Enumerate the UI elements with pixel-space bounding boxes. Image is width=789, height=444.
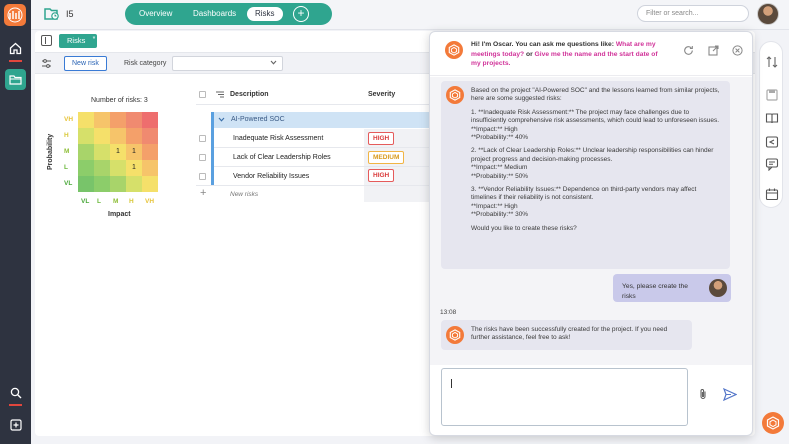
chat-messages <box>430 77 752 365</box>
risk-suggestion-probability: **Probability:** 30% <box>471 211 529 219</box>
panel-title-marker: * <box>92 36 96 43</box>
risk-suggestion-probability: **Probability:** 40% <box>471 134 529 142</box>
risk-suggestion-impact: **Impact:** Medium <box>471 164 528 172</box>
risk-suggestion-title: 1. **Inadequate Risk Assessment:** The project may face challenges due to insufficiently comprehensive risk assessments, which could lead to unforeseen issues. <box>471 108 720 125</box>
matrix-cell[interactable] <box>78 144 94 160</box>
risk-suggestion-impact: **Impact:** High <box>471 202 518 210</box>
probability-level-label: H <box>64 132 69 139</box>
suggestion-projects[interactable]: Give me the name and the start date of my projects. <box>471 50 658 67</box>
row-checkbox[interactable] <box>199 173 206 180</box>
impact-level-label: M <box>113 198 119 205</box>
chat-header <box>430 32 752 76</box>
project-folder-icon[interactable] <box>44 7 60 23</box>
risk-suggestion-impact: **Impact:** High <box>471 125 518 133</box>
search-input[interactable]: Filter or search... <box>637 5 749 22</box>
panel-title <box>59 34 97 48</box>
matrix-cell[interactable] <box>126 128 142 144</box>
oscar-avatar-icon <box>446 86 464 104</box>
matrix-cell[interactable] <box>94 112 110 128</box>
chevron-down-icon <box>270 60 277 67</box>
matrix-cell[interactable] <box>110 160 126 176</box>
greeting-text: Hi! I'm Oscar. You can ask me questions like: <box>471 41 614 48</box>
sidebar-toggle-icon[interactable] <box>41 35 52 46</box>
group-name: AI-Powered SOC <box>231 116 285 123</box>
new-risk-button[interactable]: New risk <box>64 56 107 71</box>
row-checkbox[interactable] <box>199 135 206 142</box>
row-checkbox[interactable] <box>199 154 206 161</box>
probability-level-label: VH <box>64 116 74 123</box>
message-intro: Based on the project "AI-Powered SOC" and the lessons learned from similar projects, here are some suggested risks: <box>471 87 720 103</box>
impact-level-label: H <box>129 198 134 205</box>
matrix-title: Number of risks: 3 <box>91 97 148 104</box>
risk-suggestion <box>471 147 723 181</box>
right-toolbar <box>759 41 783 208</box>
assistant-message: The risks have been successfully created for the project. If you need further assistance, feel free to ask! <box>441 320 692 350</box>
matrix-cell[interactable] <box>142 128 158 144</box>
risk-category-label: Risk category <box>124 60 167 67</box>
tab-overview[interactable]: Overview <box>139 9 173 18</box>
folder-icon[interactable] <box>5 69 26 90</box>
severity-badge[interactable]: HIGH <box>368 169 394 182</box>
matrix-cell[interactable] <box>94 160 110 176</box>
message-question: Would you like to create these risks? <box>471 224 577 232</box>
matrix-cell[interactable] <box>78 112 94 128</box>
probability-axis-label: Probability <box>47 133 54 170</box>
matrix-cell[interactable] <box>142 160 158 176</box>
app-logo-icon[interactable] <box>4 4 26 26</box>
severity-cell <box>364 186 434 202</box>
matrix-cell[interactable] <box>78 176 94 192</box>
impact-level-label: L <box>97 198 101 205</box>
panel-title-label: Risks <box>67 36 86 45</box>
add-item-icon[interactable] <box>5 414 26 435</box>
tab-risks[interactable]: Risks <box>247 7 283 21</box>
filter-settings-icon[interactable] <box>41 58 52 71</box>
impact-level-label: VH <box>145 198 155 205</box>
assistant-launcher-icon[interactable] <box>762 412 784 434</box>
sort-icon[interactable] <box>765 55 779 69</box>
matrix-cell[interactable] <box>142 144 158 160</box>
project-tabs <box>125 3 332 25</box>
assistant-message <box>441 81 730 269</box>
risk-suggestion <box>471 186 723 220</box>
greeting-or: or <box>526 50 533 58</box>
impact-level-label: VL <box>81 198 90 205</box>
add-row-icon[interactable]: + <box>200 187 207 199</box>
open-external-icon[interactable] <box>708 45 719 58</box>
left-rail <box>0 0 31 444</box>
home-indicator <box>9 60 22 62</box>
probability-level-label: VL <box>64 180 73 187</box>
close-icon[interactable] <box>732 45 743 58</box>
search-indicator <box>9 404 22 406</box>
matrix-cell[interactable] <box>94 144 110 160</box>
select-all-checkbox[interactable] <box>199 91 206 98</box>
risk-suggestion-title: 3. **Vendor Reliability Issues:** Dependence on third-party vendors may affect timelines if their reliability is not consistent. <box>471 186 697 202</box>
save-icon[interactable] <box>765 88 779 102</box>
matrix-cell[interactable]: 1 <box>126 144 142 160</box>
tab-dashboards[interactable]: Dashboards <box>193 9 237 18</box>
project-name[interactable]: I5 <box>66 9 74 19</box>
matrix-cell[interactable] <box>110 176 126 192</box>
severity-badge[interactable]: HIGH <box>368 132 394 145</box>
home-icon[interactable] <box>5 38 26 59</box>
refresh-icon[interactable] <box>683 45 694 58</box>
suggestion-meetings[interactable]: What are my meetings today? <box>471 41 656 58</box>
top-bar <box>31 0 789 30</box>
share-icon[interactable] <box>765 135 779 149</box>
risk-category-select[interactable] <box>172 56 283 71</box>
probability-level-label: L <box>64 164 68 171</box>
comment-icon[interactable] <box>765 157 779 171</box>
oscar-avatar-icon <box>446 326 464 344</box>
matrix-cell[interactable] <box>126 112 142 128</box>
description-header[interactable]: Description <box>230 91 269 98</box>
book-icon[interactable] <box>765 111 779 125</box>
matrix-cell[interactable] <box>78 160 94 176</box>
oscar-avatar-icon <box>445 41 463 59</box>
send-icon[interactable] <box>723 388 737 403</box>
header-divider <box>196 104 434 105</box>
new-risk-placeholder[interactable]: New risks <box>230 191 259 198</box>
matrix-cell[interactable] <box>142 176 158 192</box>
assistant-chat-panel <box>429 31 753 436</box>
group-indicator <box>211 112 214 185</box>
text-caret <box>451 379 452 388</box>
column-menu-icon[interactable] <box>216 91 224 100</box>
matrix-cell[interactable]: 1 <box>110 144 126 160</box>
search-icon[interactable] <box>5 382 26 403</box>
matrix-cell[interactable]: 1 <box>126 160 142 176</box>
risk-suggestion <box>471 109 723 143</box>
calendar-icon[interactable] <box>765 187 779 201</box>
matrix-cell[interactable] <box>126 176 142 192</box>
matrix-cell[interactable] <box>94 128 110 144</box>
severity-header[interactable]: Severity <box>368 91 396 98</box>
chevron-down-icon[interactable] <box>218 117 225 124</box>
paperclip-icon[interactable] <box>698 388 708 402</box>
probability-level-label: M <box>64 148 70 155</box>
matrix-cell[interactable] <box>110 128 126 144</box>
risk-description[interactable]: Lack of Clear Leadership Roles <box>233 154 331 161</box>
message-timestamp: 13:08 <box>440 309 457 316</box>
impact-axis-label: Impact <box>108 211 131 218</box>
matrix-cell[interactable] <box>110 112 126 128</box>
risk-description[interactable]: Inadequate Risk Assessment <box>233 135 324 142</box>
chat-greeting <box>471 40 661 69</box>
chat-input[interactable] <box>441 368 688 426</box>
add-tab-icon[interactable]: + <box>293 6 309 22</box>
user-message: Yes, please create the risks <box>613 274 731 302</box>
severity-badge[interactable]: MEDIUM <box>368 151 404 164</box>
matrix-cell[interactable] <box>78 128 94 144</box>
user-avatar[interactable] <box>757 3 779 25</box>
matrix-cell[interactable] <box>94 176 110 192</box>
matrix-cell[interactable] <box>142 112 158 128</box>
risk-description[interactable]: Vendor Reliability Issues <box>233 173 310 180</box>
user-avatar <box>709 279 727 297</box>
risk-suggestion-title: 2. **Lack of Clear Leadership Roles:** Unclear leadership responsibilities can hinder project progress and decision-making processes. <box>471 147 714 163</box>
risk-suggestion-probability: **Probability:** 50% <box>471 172 529 180</box>
